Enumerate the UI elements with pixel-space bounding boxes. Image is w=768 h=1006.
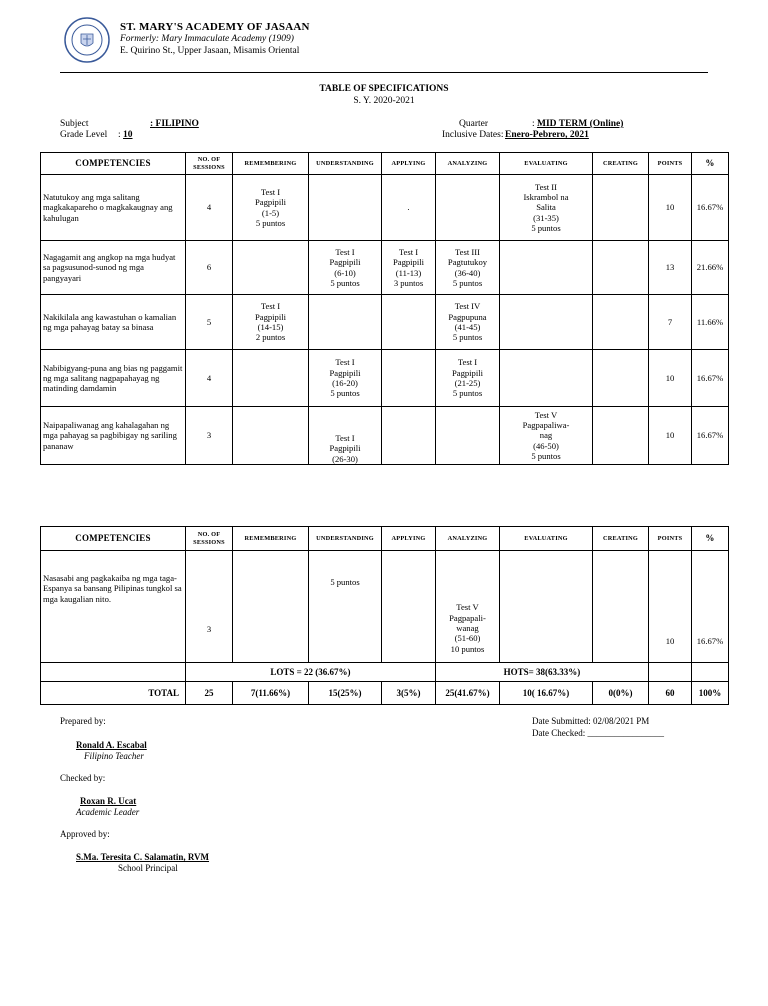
school-address: E. Quirino St., Upper Jasaan, Misamis Oriental	[120, 46, 300, 56]
points-cell: 10	[649, 350, 692, 407]
remembering-cell	[233, 350, 309, 407]
school-name: ST. MARY'S ACADEMY OF JASAAN	[120, 21, 310, 33]
points-cell: 7	[649, 295, 692, 350]
quarter-text: MID TERM (Online)	[537, 119, 624, 129]
competency-cell: Naipapaliwanag ang kahalagahan ng mga pahayag sa pagbibigay ng sariling pananaw	[41, 407, 186, 465]
percent-cell: 16.67%	[692, 175, 729, 241]
percent-cell: 16.67%	[692, 407, 729, 465]
total-creating: 0(0%)	[593, 682, 649, 705]
col-remembering: REMEMBERING	[233, 527, 309, 551]
quarter-label: Quarter	[459, 119, 489, 129]
applying-cell	[382, 350, 436, 407]
col-creating: CREATING	[593, 527, 649, 551]
dates-label: Inclusive Dates:	[442, 130, 504, 140]
quarter-value: : MID TERM (Online)	[532, 119, 624, 129]
creating-cell	[593, 241, 649, 295]
prepared-name: Ronald A. Escabal	[76, 740, 147, 750]
total-sessions: 25	[186, 682, 233, 705]
col-points: POINTS	[649, 153, 692, 175]
col-competencies: COMPETENCIES	[41, 527, 186, 551]
col-sessions: NO. OF SESSIONS	[186, 527, 233, 551]
checked-name: Roxan R. Ucat	[80, 796, 137, 806]
grade-text: 10	[123, 130, 133, 140]
dates-value: Enero-Pebrero, 2021	[505, 130, 589, 140]
understanding-cell	[309, 175, 382, 241]
sessions-cell: 4	[186, 350, 233, 407]
col-percent: %	[692, 153, 729, 175]
lots-cell: LOTS = 22 (36.67%)	[186, 663, 436, 682]
applying-cell	[382, 295, 436, 350]
prepared-role: Filipino Teacher	[84, 751, 144, 761]
total-label: TOTAL	[41, 682, 186, 705]
analyzing-cell: Test V Pagpapali- wanag (51-60) 10 puntos	[436, 551, 500, 663]
analyzing-cell: Test III Pagtutukoy (36-40) 5 puntos	[436, 241, 500, 295]
percent-cell: 16.67%	[692, 551, 729, 663]
total-evaluating: 10( 16.67%)	[500, 682, 593, 705]
school-year: S. Y. 2020-2021	[353, 96, 415, 106]
empty-cell	[692, 663, 729, 682]
tos-table-2	[40, 526, 729, 705]
subject-value: : FILIPINO	[150, 119, 199, 129]
total-applying: 3(5%)	[382, 682, 436, 705]
analyzing-cell: Test IV Pagpupuna (41-45) 5 puntos	[436, 295, 500, 350]
analyzing-cell: Test I Pagpipili (21-25) 5 puntos	[436, 350, 500, 407]
col-creating: CREATING	[593, 153, 649, 175]
table-row	[41, 295, 729, 350]
competency-cell: Nagagamit ang angkop na mga hudyat sa pagsusunod-sunod ng mga pangyayari	[41, 241, 186, 295]
approved-role: School Principal	[118, 863, 178, 873]
col-competencies: COMPETENCIES	[41, 153, 186, 175]
evaluating-cell: Test II Iskrambol na Salita (31-35) 5 puntos	[500, 175, 593, 241]
sessions-cell: 6	[186, 241, 233, 295]
total-remembering: 7(11.66%)	[233, 682, 309, 705]
analyzing-cell	[436, 175, 500, 241]
col-percent: %	[692, 527, 729, 551]
remembering-cell: Test I Pagpipili (14-15) 2 puntos	[233, 295, 309, 350]
hots-cell: HOTS= 38(63.33%)	[436, 663, 649, 682]
header-divider	[60, 72, 708, 73]
col-evaluating: EVALUATING	[500, 153, 593, 175]
document-title: TABLE OF SPECIFICATIONS	[319, 84, 449, 94]
school-seal-logo	[64, 17, 110, 63]
date-submitted: Date Submitted: 02/08/2021 PM	[532, 716, 650, 726]
checked-label: Checked by:	[60, 773, 106, 783]
tos-table-1	[40, 152, 729, 465]
percent-cell: 11.66%	[692, 295, 729, 350]
remembering-cell: Test I Pagpipili (1-5) 5 puntos	[233, 175, 309, 241]
empty-cell	[41, 663, 186, 682]
approved-label: Approved by:	[60, 829, 110, 839]
evaluating-cell: Test V Pagpapaliwa- nag (46-50) 5 puntos	[500, 407, 593, 465]
applying-cell	[382, 407, 436, 465]
col-evaluating: EVALUATING	[500, 527, 593, 551]
sessions-cell: 4	[186, 175, 233, 241]
points-cell: 10	[649, 175, 692, 241]
col-understanding: UNDERSTANDING	[309, 527, 382, 551]
table-row	[41, 551, 729, 663]
competency-cell: Nakikilala ang kawastuhan o kamalian ng mga pahayag batay sa binasa	[41, 295, 186, 350]
total-percent: 100%	[692, 682, 729, 705]
col-analyzing: ANALYZING	[436, 153, 500, 175]
grade-value: : 10	[118, 130, 133, 140]
evaluating-cell	[500, 551, 593, 663]
applying-cell: .	[382, 175, 436, 241]
date-checked: Date Checked: _________________	[532, 728, 664, 738]
evaluating-cell	[500, 295, 593, 350]
creating-cell	[593, 551, 649, 663]
table-row	[41, 407, 729, 465]
checked-role: Academic Leader	[76, 807, 140, 817]
competency-cell: Natutukoy ang mga salitang magkakapareho o magkakaugnay ang kahulugan	[41, 175, 186, 241]
col-remembering: REMEMBERING	[233, 153, 309, 175]
approved-name: S.Ma. Teresita C. Salamatin, RVM	[76, 852, 210, 862]
grade-label: Grade Level	[60, 130, 108, 140]
col-applying: APPLYING	[382, 527, 436, 551]
creating-cell	[593, 407, 649, 465]
col-analyzing: ANALYZING	[436, 527, 500, 551]
table-row	[41, 175, 729, 241]
understanding-cell: 5 puntos	[309, 551, 382, 663]
understanding-cell: Test I Pagpipili (26-30)	[309, 407, 382, 465]
creating-cell	[593, 295, 649, 350]
total-analyzing: 25(41.67%)	[436, 682, 500, 705]
analyzing-cell	[436, 407, 500, 465]
understanding-cell: Test I Pagpipili (6-10) 5 puntos	[309, 241, 382, 295]
remembering-cell	[233, 551, 309, 663]
school-former-name: Formerly: Mary Immaculate Academy (1909)	[120, 34, 294, 44]
understanding-cell	[309, 295, 382, 350]
evaluating-cell	[500, 350, 593, 407]
empty-cell	[649, 663, 692, 682]
creating-cell	[593, 350, 649, 407]
sessions-cell: 5	[186, 295, 233, 350]
evaluating-cell	[500, 241, 593, 295]
table-row	[41, 350, 729, 407]
creating-cell	[593, 175, 649, 241]
total-understanding: 15(25%)	[309, 682, 382, 705]
remembering-cell	[233, 407, 309, 465]
applying-cell: Test I Pagpipili (11-13) 3 puntos	[382, 241, 436, 295]
col-sessions: NO. OF SESSIONS	[186, 153, 233, 175]
points-cell: 10	[649, 551, 692, 663]
subject-text: FILIPINO	[155, 119, 199, 129]
sessions-cell: 3	[186, 407, 233, 465]
understanding-cell: Test I Pagpipili (16-20) 5 puntos	[309, 350, 382, 407]
sessions-cell: 3	[186, 551, 233, 663]
col-understanding: UNDERSTANDING	[309, 153, 382, 175]
points-cell: 10	[649, 407, 692, 465]
percent-cell: 16.67%	[692, 350, 729, 407]
col-points: POINTS	[649, 527, 692, 551]
table-row	[41, 241, 729, 295]
competency-cell: Nabibigyang-puna ang bias ng paggamit ng mga salitang nagpapahayag ng matinding damdamin	[41, 350, 186, 407]
applying-cell	[382, 551, 436, 663]
prepared-label: Prepared by:	[60, 716, 106, 726]
subject-label: Subject	[60, 119, 89, 129]
percent-cell: 21.66%	[692, 241, 729, 295]
competency-cell: Nasasabi ang pagkakaiba ng mga taga-Espanya sa bansang Pilipinas tungkol sa mga kaugalian nito.	[41, 551, 186, 663]
col-applying: APPLYING	[382, 153, 436, 175]
points-cell: 13	[649, 241, 692, 295]
total-points: 60	[649, 682, 692, 705]
remembering-cell	[233, 241, 309, 295]
lots-hots-row	[41, 663, 729, 682]
total-row	[41, 682, 729, 705]
